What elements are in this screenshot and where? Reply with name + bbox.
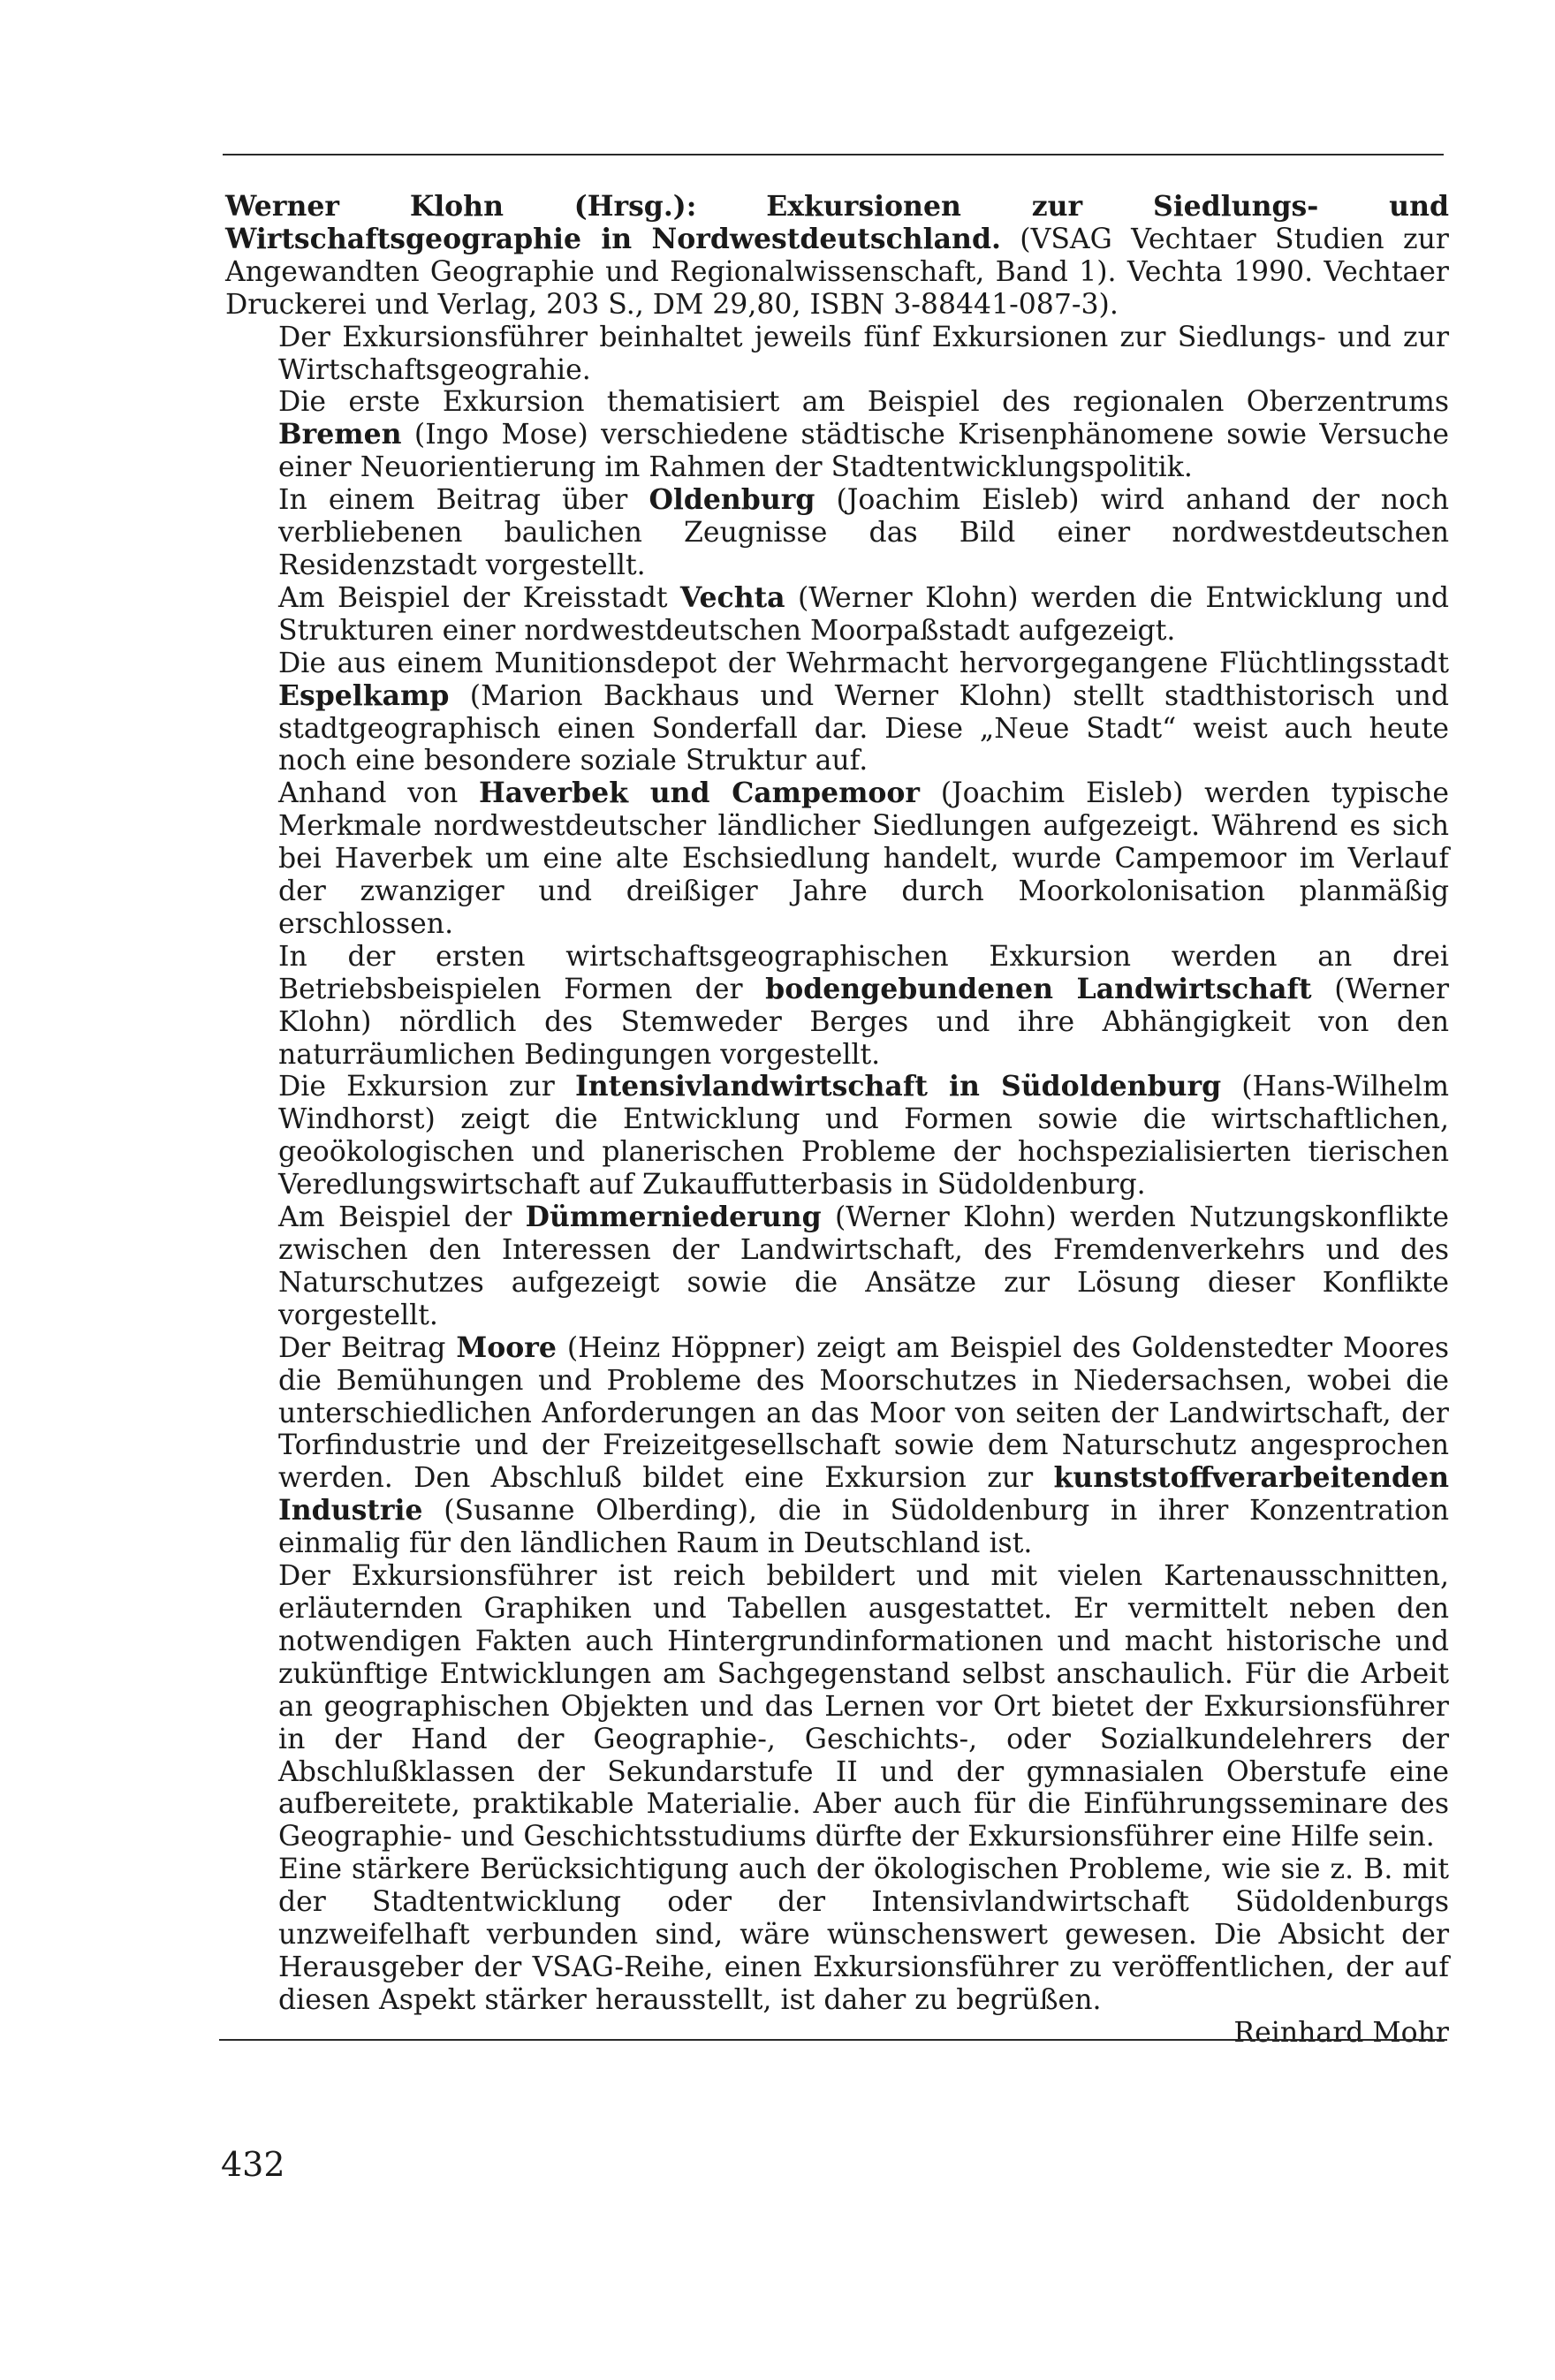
book-title: Exkursionen zur Siedlungs- und Wirtschaftsgeographie in Nordwestdeutschland.: [225, 190, 1450, 255]
topic-moore: Moore: [456, 1330, 557, 1364]
paragraph-landwirtschaft: In der ersten wirtschaftsgeographischen Exkursion werden an drei Betriebsbeispielen Formen der bodengebundenen Landwirtschaft (Werner Klohn) nördlich des Stemweder Berges und ihre Abhängigkeit von den naturräumlichen Bedingungen vorgestellt.: [278, 940, 1450, 1071]
paragraph-evaluation: Der Exkursionsführer ist reich bebildert und mit vielen Kartenausschnitten, erläuternden Graphiken und Tabellen ausgestattet. Er vermittelt neben den notwendigen Fakten auch Hintergrundinformationen und macht historische und zukünftige Entwicklungen am Sachgegenstand selbst anschaulich. Für die Arbeit an geographischen Objekten und das Lernen vor Ort bietet der Exkursionsführer in der Hand der Geographie-, Geschichts-, oder Sozialkundelehrers der Abschlußklassen der Sekundarstufe II und der gymnasialen Oberstufe eine aufbereitete, praktikable Materialie. Aber auch für die Einführungsseminare des Geographie- und Geschichtsstudiums dürfte der Exkursionsführer eine Hilfe sein.: [278, 1560, 1449, 1853]
topic-bodengebundene-landwirtschaft: bodengebundenen Landwirtschaft: [765, 972, 1312, 1005]
topic-duemmerniederung: Dümmerniederung: [525, 1201, 822, 1234]
topic-bremen: Bremen: [278, 418, 402, 451]
topic-intensivlandwirtschaft: Intensivlandwirtschaft in Südoldenburg: [574, 1070, 1222, 1103]
top-rule: [223, 154, 1444, 155]
topic-haverbek-campemoor: Haverbek und Campemoor: [479, 777, 921, 810]
page-number: 432: [221, 2145, 285, 2184]
paragraph-overview: Der Exkursionsführer beinhaltet jeweils fünf Exkursionen zur Siedlungs- und zur Wirtschaftsgeograhie.: [278, 321, 1449, 386]
book-review: [225, 191, 1449, 2050]
paragraph-critique: Eine stärkere Berücksichtigung auch der ökologischen Probleme, wie sie z. B. mit der Stadtentwicklung oder der Intensivlandwirtschaft Südoldenburgs unzweifelhaft verbunden sind, wäre wünschenswert gewesen. Die Absicht der Herausgeber der VSAG-Reihe, einen Exkursionsführer zu veröffentlichen, der auf diesen Aspekt stärker herausstellt, ist daher zu begrüßen.: [278, 1853, 1449, 2016]
paragraph-moore: Der Beitrag Moore (Heinz Höppner) zeigt am Beispiel des Goldenstedter Moores die Bemühungen und Probleme des Moorschutzes in Niedersachsen, wobei die unterschiedlichen Anforderungen an das Moor von seiten der Landwirtschaft, der Torfindustrie und der Freizeitgesellschaft sowie dem Naturschutz angesprochen werden. Den Abschluß bildet eine Exkursion zur kunststoffverarbeitenden Industrie (Susanne Olberding), die in Südoldenburg in ihrer Konzentration einmalig für den ländlichen Raum in Deutschland ist.: [278, 1330, 1449, 1560]
book-details: (VSAG Vechtaer Studien zur Angewandten Geographie und Regionalwissenschaft, Band 1). Vechta 1990. Vechtaer Druckerei und Verlag, 203 S., DM 29,80, ISBN 3-88441-087-3).: [225, 223, 1449, 321]
topic-espelkamp: Espelkamp: [278, 678, 450, 712]
topic-kunststoff-industrie: kunststoffverarbeitenden Industrie: [278, 1461, 1449, 1527]
paragraph-intensivlandwirtschaft: Die Exkursion zur Intensivlandwirtschaft in Südoldenburg (Hans-Wilhelm Windhorst) zeigt die Entwicklung und Formen sowie die wirtschaftlichen, geoökologischen und planerischen Probleme der hochspezialisierten tierischen Veredlungswirtschaft auf Zukauffutterbasis in Südoldenburg.: [278, 1070, 1449, 1201]
paragraph-bremen: Die erste Exkursion thematisiert am Beispiel des regionalen Oberzentrums Bremen (Ingo Mose) verschiedene städtische Krisenphänomene sowie Versuche einer Neuorientierung im Rahmen der Stadtentwicklungspolitik.: [278, 386, 1449, 484]
paragraph-espelkamp: Die aus einem Munitionsdepot der Wehrmacht hervorgegangene Flüchtlingsstadt Espelkamp (Marion Backhaus und Werner Klohn) stellt stadthistorisch und stadtgeographisch einen Sonderfall dar. Diese „Neue Stadt“ weist auch heute noch eine besondere soziale Struktur auf.: [278, 647, 1449, 777]
editor-name: Werner Klohn (Hrsg.):: [225, 190, 697, 223]
paragraph-vechta: Am Beispiel der Kreisstadt Vechta (Werner Klohn) werden die Entwicklung und Strukturen einer nordwestdeutschen Moorpaßstadt aufgezeigt.: [278, 580, 1449, 647]
bottom-rule: [219, 2039, 1447, 2041]
review-header: [225, 191, 1449, 322]
paragraph-haverbek: Anhand von Haverbek und Campemoor (Joachim Eisleb) werden typische Merkmale nordwestdeutscher ländlicher Siedlungen aufgezeigt. Während es sich bei Haverbek um eine alte Eschsiedlung handelt, wurde Campemoor im Verlauf der zwanziger und dreißiger Jahre durch Moorkolonisation planmäßig erschlossen.: [278, 777, 1449, 940]
paragraph-oldenburg: In einem Beitrag über Oldenburg (Joachim Eisleb) wird anhand der noch verbliebenen baulichen Zeugnisse das Bild einer nordwestdeutschen Residenzstadt vorgestellt.: [278, 483, 1449, 581]
topic-oldenburg: Oldenburg: [649, 483, 815, 517]
topic-vechta: Vechta: [679, 580, 785, 614]
reviewer-signature: Reinhard Mohr: [1233, 2016, 1449, 2049]
paragraph-duemmerniederung: Am Beispiel der Dümmerniederung (Werner Klohn) werden Nutzungskonflikte zwischen den Interessen der Landwirtschaft, des Fremdenverkehrs und des Naturschutzes aufgezeigt sowie die Ansätze zur Lösung dieser Konflikte vorgestellt.: [278, 1201, 1449, 1331]
